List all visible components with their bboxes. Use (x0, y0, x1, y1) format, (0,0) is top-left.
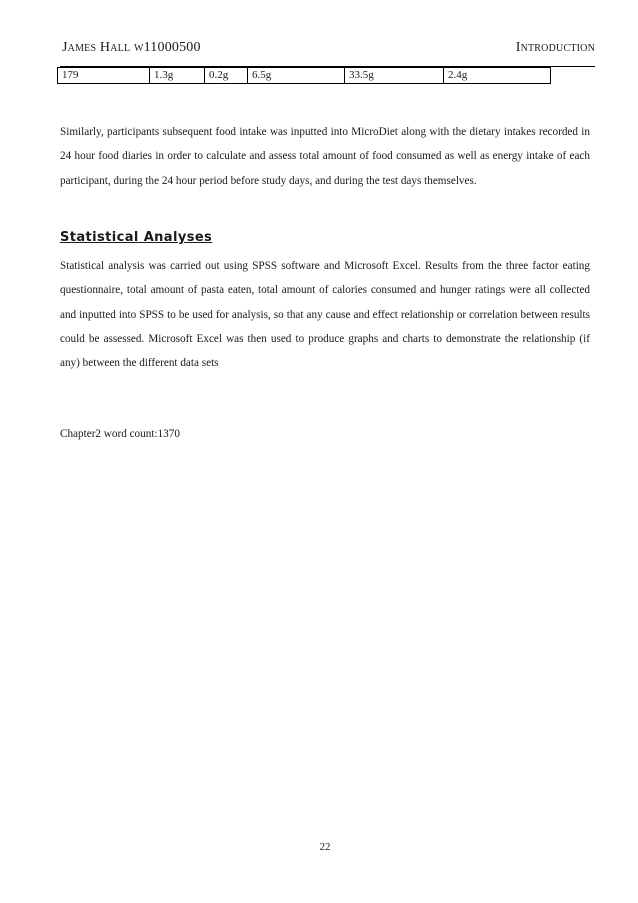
table-cell: 0.2g (205, 68, 248, 83)
table-cell: 33.5g (345, 68, 444, 83)
table-cell: 1.3g (150, 68, 205, 83)
body-paragraph: Statistical analysis was carried out using SPSS software and Microsoft Excel. Results from the three factor eating questionnaire, total amount of pasta eaten, total amount of calories consumed and hunger ratings were all collected and inputted into SPSS to be used for analysis, so that any cause and effect relationship or correlation between results could be assessed. Microsoft Excel was then used to produce graphs and charts to demonstrate the relationship (if any) between the different data sets (60, 260, 590, 370)
header-author: James Hall w11000500 (62, 40, 201, 55)
page-number: 22 (319, 841, 331, 853)
running-header (60, 40, 595, 67)
section-heading: Statistical Analyses (60, 230, 213, 245)
table-cell: 179 (58, 68, 150, 83)
table-cell: 2.4g (448, 69, 468, 81)
body-paragraph: Similarly, participants subsequent food intake was inputted into MicroDiet along with the dietary intakes recorded in 24 hour food diaries in order to calculate and assess total amount of food consumed as well as energy intake of each participant, during the 24 hour period before study days, and during the test days themselves. (60, 126, 590, 187)
table-cell: 6.5g (248, 68, 345, 83)
header-section: Introduction (515, 40, 595, 55)
table-row (57, 67, 551, 84)
word-count: Chapter2 word count:1370 (60, 428, 180, 440)
